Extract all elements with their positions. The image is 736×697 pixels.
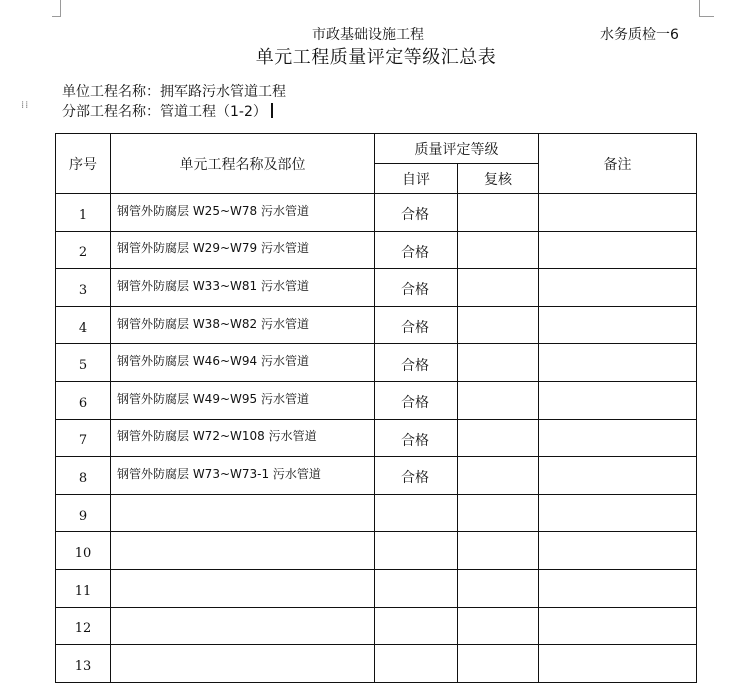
table-row xyxy=(56,607,697,645)
row-self-eval-cell[interactable]: 合格 xyxy=(375,419,458,457)
row-name-cell[interactable]: 钢管外防腐层 W72~W108 污水管道 xyxy=(111,419,375,457)
row-remark-cell[interactable] xyxy=(539,532,697,570)
row-remark-cell[interactable] xyxy=(539,381,697,419)
text-cursor xyxy=(271,103,273,118)
row-number-cell[interactable]: 11 xyxy=(56,569,111,607)
header-grade: 质量评定等级 xyxy=(375,134,539,164)
row-name-cell[interactable]: 钢管外防腐层 W38~W82 污水管道 xyxy=(111,306,375,344)
header-self-eval: 自评 xyxy=(375,164,458,194)
table-row xyxy=(56,645,697,683)
row-review-cell[interactable] xyxy=(458,306,539,344)
row-remark-cell[interactable] xyxy=(539,344,697,382)
table-row xyxy=(56,532,697,570)
row-number-cell[interactable]: 3 xyxy=(56,269,111,307)
row-review-cell[interactable] xyxy=(458,532,539,570)
row-self-eval-cell[interactable]: 合格 xyxy=(375,381,458,419)
row-number-cell[interactable]: 13 xyxy=(56,645,111,683)
table-row xyxy=(56,344,697,382)
unit-project-line[interactable]: 单位工程名称：拥军路污水管道工程 xyxy=(62,84,286,100)
row-review-cell[interactable] xyxy=(458,231,539,269)
row-review-cell[interactable] xyxy=(458,194,539,232)
row-remark-cell[interactable] xyxy=(539,269,697,307)
row-review-cell[interactable] xyxy=(458,494,539,532)
row-remark-cell[interactable] xyxy=(539,494,697,532)
row-number-cell[interactable]: 12 xyxy=(56,607,111,645)
document-title: 单元工程质量评定等级汇总表 xyxy=(255,47,497,68)
row-number-cell[interactable]: 1 xyxy=(56,194,111,232)
row-name-cell[interactable]: 钢管外防腐层 W33~W81 污水管道 xyxy=(111,269,375,307)
row-name-cell[interactable] xyxy=(111,494,375,532)
row-self-eval-cell[interactable]: 合格 xyxy=(375,269,458,307)
row-remark-cell[interactable] xyxy=(539,607,697,645)
row-remark-cell[interactable] xyxy=(539,457,697,495)
row-number-cell[interactable]: 7 xyxy=(56,419,111,457)
row-name-cell[interactable] xyxy=(111,532,375,570)
row-self-eval-cell[interactable] xyxy=(375,569,458,607)
row-number-cell[interactable]: 4 xyxy=(56,306,111,344)
row-name-cell[interactable]: 钢管外防腐层 W25~W78 污水管道 xyxy=(111,194,375,232)
row-name-cell[interactable]: 钢管外防腐层 W29~W79 污水管道 xyxy=(111,231,375,269)
header-review: 复核 xyxy=(458,164,539,194)
table-row xyxy=(56,194,697,232)
header-remark: 备注 xyxy=(539,134,697,194)
row-number-cell[interactable]: 9 xyxy=(56,494,111,532)
row-self-eval-cell[interactable]: 合格 xyxy=(375,306,458,344)
row-number-cell[interactable]: 5 xyxy=(56,344,111,382)
table-row xyxy=(56,231,697,269)
row-number-cell[interactable]: 6 xyxy=(56,381,111,419)
row-self-eval-cell[interactable] xyxy=(375,532,458,570)
row-number-cell[interactable]: 8 xyxy=(56,457,111,495)
row-remark-cell[interactable] xyxy=(539,231,697,269)
row-remark-cell[interactable] xyxy=(539,194,697,232)
row-review-cell[interactable] xyxy=(458,344,539,382)
row-review-cell[interactable] xyxy=(458,457,539,495)
margin-corner-mark-right xyxy=(699,0,714,17)
header-name: 单元工程名称及部位 xyxy=(111,134,375,194)
table-row xyxy=(56,569,697,607)
table-row xyxy=(56,494,697,532)
margin-corner-mark-left xyxy=(52,0,61,17)
drag-handle-icon[interactable]: ⁞⁞ xyxy=(21,100,30,111)
table-row xyxy=(56,269,697,307)
row-review-cell[interactable] xyxy=(458,607,539,645)
row-self-eval-cell[interactable]: 合格 xyxy=(375,231,458,269)
row-number-cell[interactable]: 2 xyxy=(56,231,111,269)
form-code: 水务质检一6 xyxy=(600,27,679,43)
summary-table xyxy=(55,133,697,683)
header-organization: 市政基础设施工程 xyxy=(312,27,424,43)
row-self-eval-cell[interactable] xyxy=(375,607,458,645)
row-review-cell[interactable] xyxy=(458,381,539,419)
row-number-cell[interactable]: 10 xyxy=(56,532,111,570)
sub-project-text: 分部工程名称：管道工程（1-2） xyxy=(62,104,267,120)
row-name-cell[interactable] xyxy=(111,645,375,683)
row-review-cell[interactable] xyxy=(458,419,539,457)
table-row xyxy=(56,419,697,457)
table-row xyxy=(56,457,697,495)
row-review-cell[interactable] xyxy=(458,645,539,683)
row-remark-cell[interactable] xyxy=(539,569,697,607)
row-self-eval-cell[interactable]: 合格 xyxy=(375,457,458,495)
row-self-eval-cell[interactable] xyxy=(375,645,458,683)
row-name-cell[interactable] xyxy=(111,607,375,645)
row-self-eval-cell[interactable]: 合格 xyxy=(375,344,458,382)
row-review-cell[interactable] xyxy=(458,569,539,607)
row-name-cell[interactable]: 钢管外防腐层 W73~W73-1 污水管道 xyxy=(111,457,375,495)
row-remark-cell[interactable] xyxy=(539,645,697,683)
header-no: 序号 xyxy=(56,134,111,194)
table-body xyxy=(56,194,697,683)
row-review-cell[interactable] xyxy=(458,269,539,307)
table-row xyxy=(56,381,697,419)
sub-project-line[interactable] xyxy=(62,103,273,121)
row-self-eval-cell[interactable]: 合格 xyxy=(375,194,458,232)
row-name-cell[interactable]: 钢管外防腐层 W46~W94 污水管道 xyxy=(111,344,375,382)
row-remark-cell[interactable] xyxy=(539,419,697,457)
row-self-eval-cell[interactable] xyxy=(375,494,458,532)
row-remark-cell[interactable] xyxy=(539,306,697,344)
row-name-cell[interactable]: 钢管外防腐层 W49~W95 污水管道 xyxy=(111,381,375,419)
table-row xyxy=(56,306,697,344)
row-name-cell[interactable] xyxy=(111,569,375,607)
